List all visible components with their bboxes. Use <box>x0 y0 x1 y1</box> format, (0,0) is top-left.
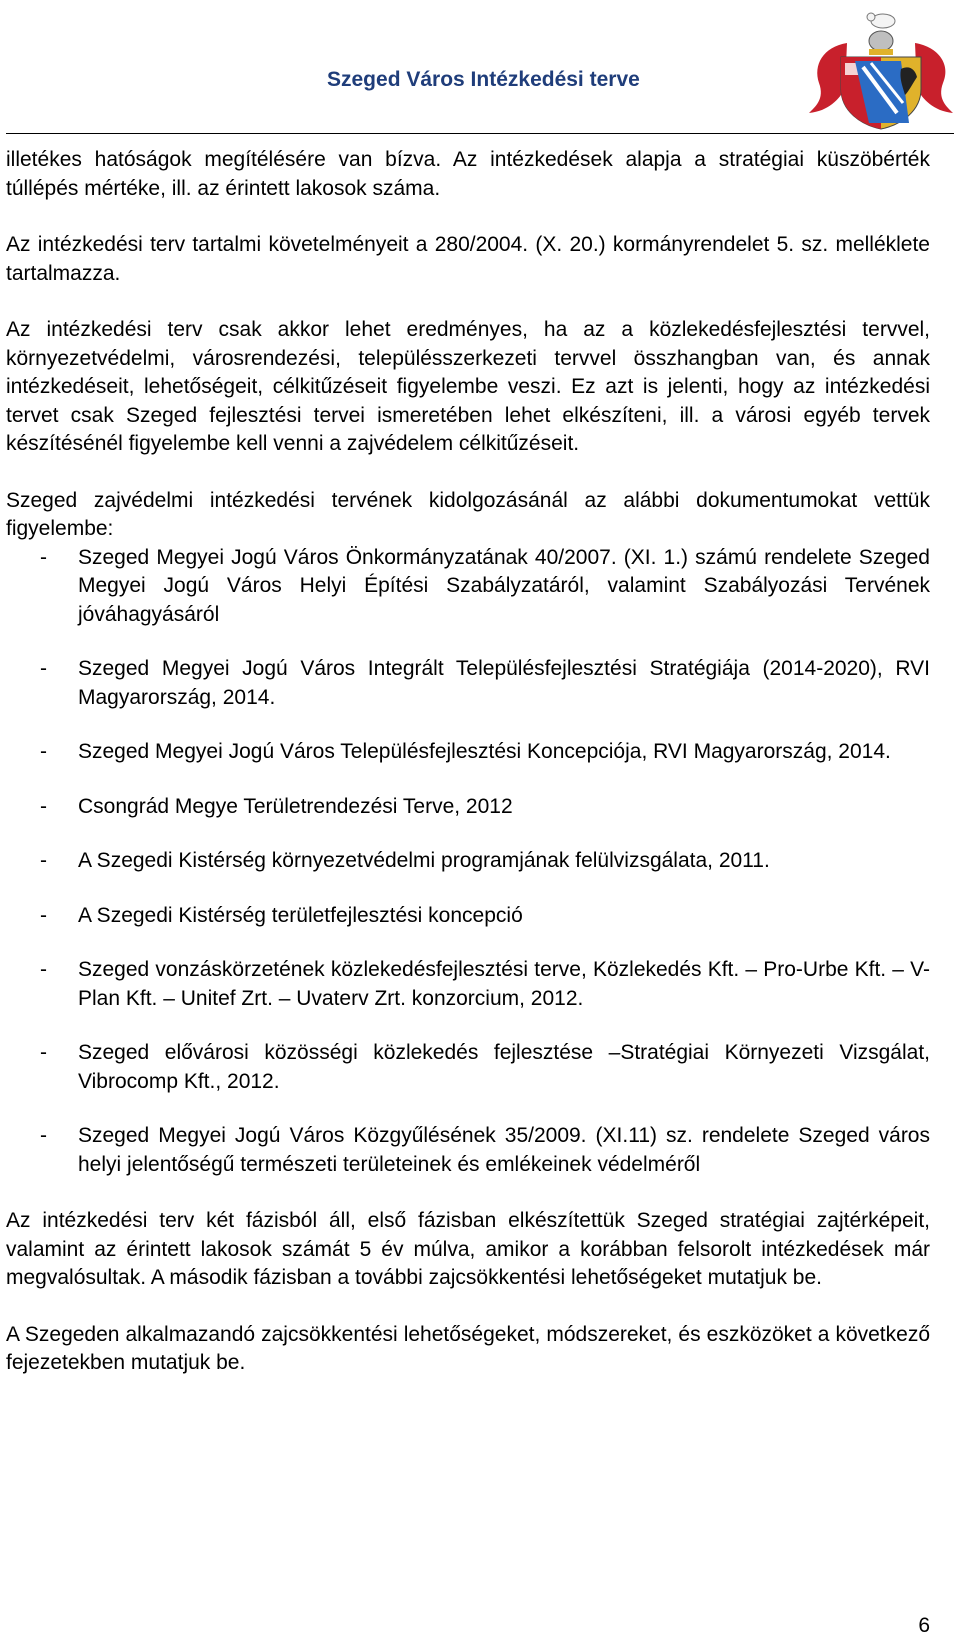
list-item <box>6 738 930 767</box>
paragraph-4: Szeged zajvédelmi intézkedési tervének kidolgozásánál az alábbi dokumentumokat vettük figyelembe: <box>6 488 930 540</box>
coat-of-arms-icon <box>805 3 957 131</box>
list-item <box>6 655 930 712</box>
header-title: Szeged Város Intézkedési terve <box>327 68 640 91</box>
list-item <box>6 902 930 931</box>
header-divider <box>6 133 954 134</box>
list-dash: - <box>40 740 47 763</box>
list-item-text: Csongrád Megye Területrendezési Terve, 2012 <box>78 794 513 818</box>
list-item <box>6 544 930 630</box>
list-dash: - <box>40 849 47 872</box>
page-number: 6 <box>918 1614 930 1637</box>
paragraph-3: Az intézkedési terv csak akkor lehet eredményes, ha az a közlekedésfejlesztési tervvel, környezetvédelmi, városrendezési, településszerkezeti tervvel összhangban van, és annak intézkedéseit, lehetőségeit, célkitűzéseit figyelembe veszi. Ez azt is jelenti, hogy az intézkedési tervet csak Szeged fejlesztési tervei ismeretében lehet elkészíteni, ill. a városi egyéb tervek készítésénél figyelembe kell venni a zajvédelem célkitűzéseit. <box>6 318 930 455</box>
list-item <box>6 1039 930 1096</box>
paragraph-6: A Szegeden alkalmazandó zajcsökkentési lehetőségeket, módszereket, és eszközöket a következő fejezetekben mutatjuk be. <box>6 1322 930 1374</box>
list-dash: - <box>40 545 47 569</box>
paragraph-1: illetékes hatóságok megítélésére van bízva. Az intézkedések alapja a stratégiai küszöbérték túllépés mértéke, ill. az érintett lakosok száma. <box>6 148 930 200</box>
list-item <box>6 956 930 1013</box>
documents-list <box>6 544 930 1180</box>
list-dash: - <box>40 657 47 680</box>
paragraph-2: Az intézkedési terv tartalmi követelményeit a 280/2004. (X. 20.) kormányrendelet 5. sz. melléklete tartalmazza. <box>6 233 930 285</box>
list-item <box>6 1122 930 1179</box>
list-item <box>6 793 930 822</box>
list-item <box>6 847 930 876</box>
list-dash: - <box>40 903 47 927</box>
list-item-text: Szeged elővárosi közösségi közlekedés fejlesztése –Stratégiai Környezeti Vizsgálat, Vibrocomp Kft., 2012. <box>78 1041 930 1093</box>
list-dash: - <box>40 1041 47 1064</box>
list-item-text: Szeged vonzáskörzetének közlekedésfejlesztési terve, Közlekedés Kft. – Pro-Urbe Kft. – V-Plan Kft. – Unitef Zrt. – Uvaterv Zrt. konzorcium, 2012. <box>78 958 930 1010</box>
list-dash: - <box>40 958 47 981</box>
paragraph-5: Az intézkedési terv két fázisból áll, első fázisban elkészítettük Szeged stratégiai zajtérképeit, valamint az érintett lakosok számát 5 év múlva, amikor a korábban felsorolt intézkedések már megvalósultak. A második fázisban a további zajcsökkentési lehetőségeket mutatjuk be. <box>6 1209 930 1289</box>
list-item-text: A Szegedi Kistérség területfejlesztési koncepció <box>78 903 523 927</box>
list-item-text: Szeged Megyei Jogú Város Integrált Településfejlesztési Stratégiája (2014-2020), RVI Magyarország, 2014. <box>78 657 930 709</box>
list-item-text: Szeged Megyei Jogú Város Közgyűlésének 35/2009. (XI.11) sz. rendelete Szeged város helyi jelentőségű természeti területeinek és emlékeinek védelméről <box>78 1124 930 1176</box>
list-item-text: Szeged Megyei Jogú Város Önkormányzatának 40/2007. (XI. 1.) számú rendelete Szeged Megyei Jogú Város Helyi Építési Szabályzatáról, valamint Szabályozási Tervének jóváhagyásáról <box>78 545 930 626</box>
list-item-text: Szeged Megyei Jogú Város Településfejlesztési Koncepciója, RVI Magyarország, 2014. <box>78 740 891 763</box>
list-dash: - <box>40 794 47 818</box>
document-body <box>6 146 930 1406</box>
list-item-text: A Szegedi Kistérség környezetvédelmi programjának felülvizsgálata, 2011. <box>78 849 770 872</box>
list-dash: - <box>40 1124 47 1147</box>
